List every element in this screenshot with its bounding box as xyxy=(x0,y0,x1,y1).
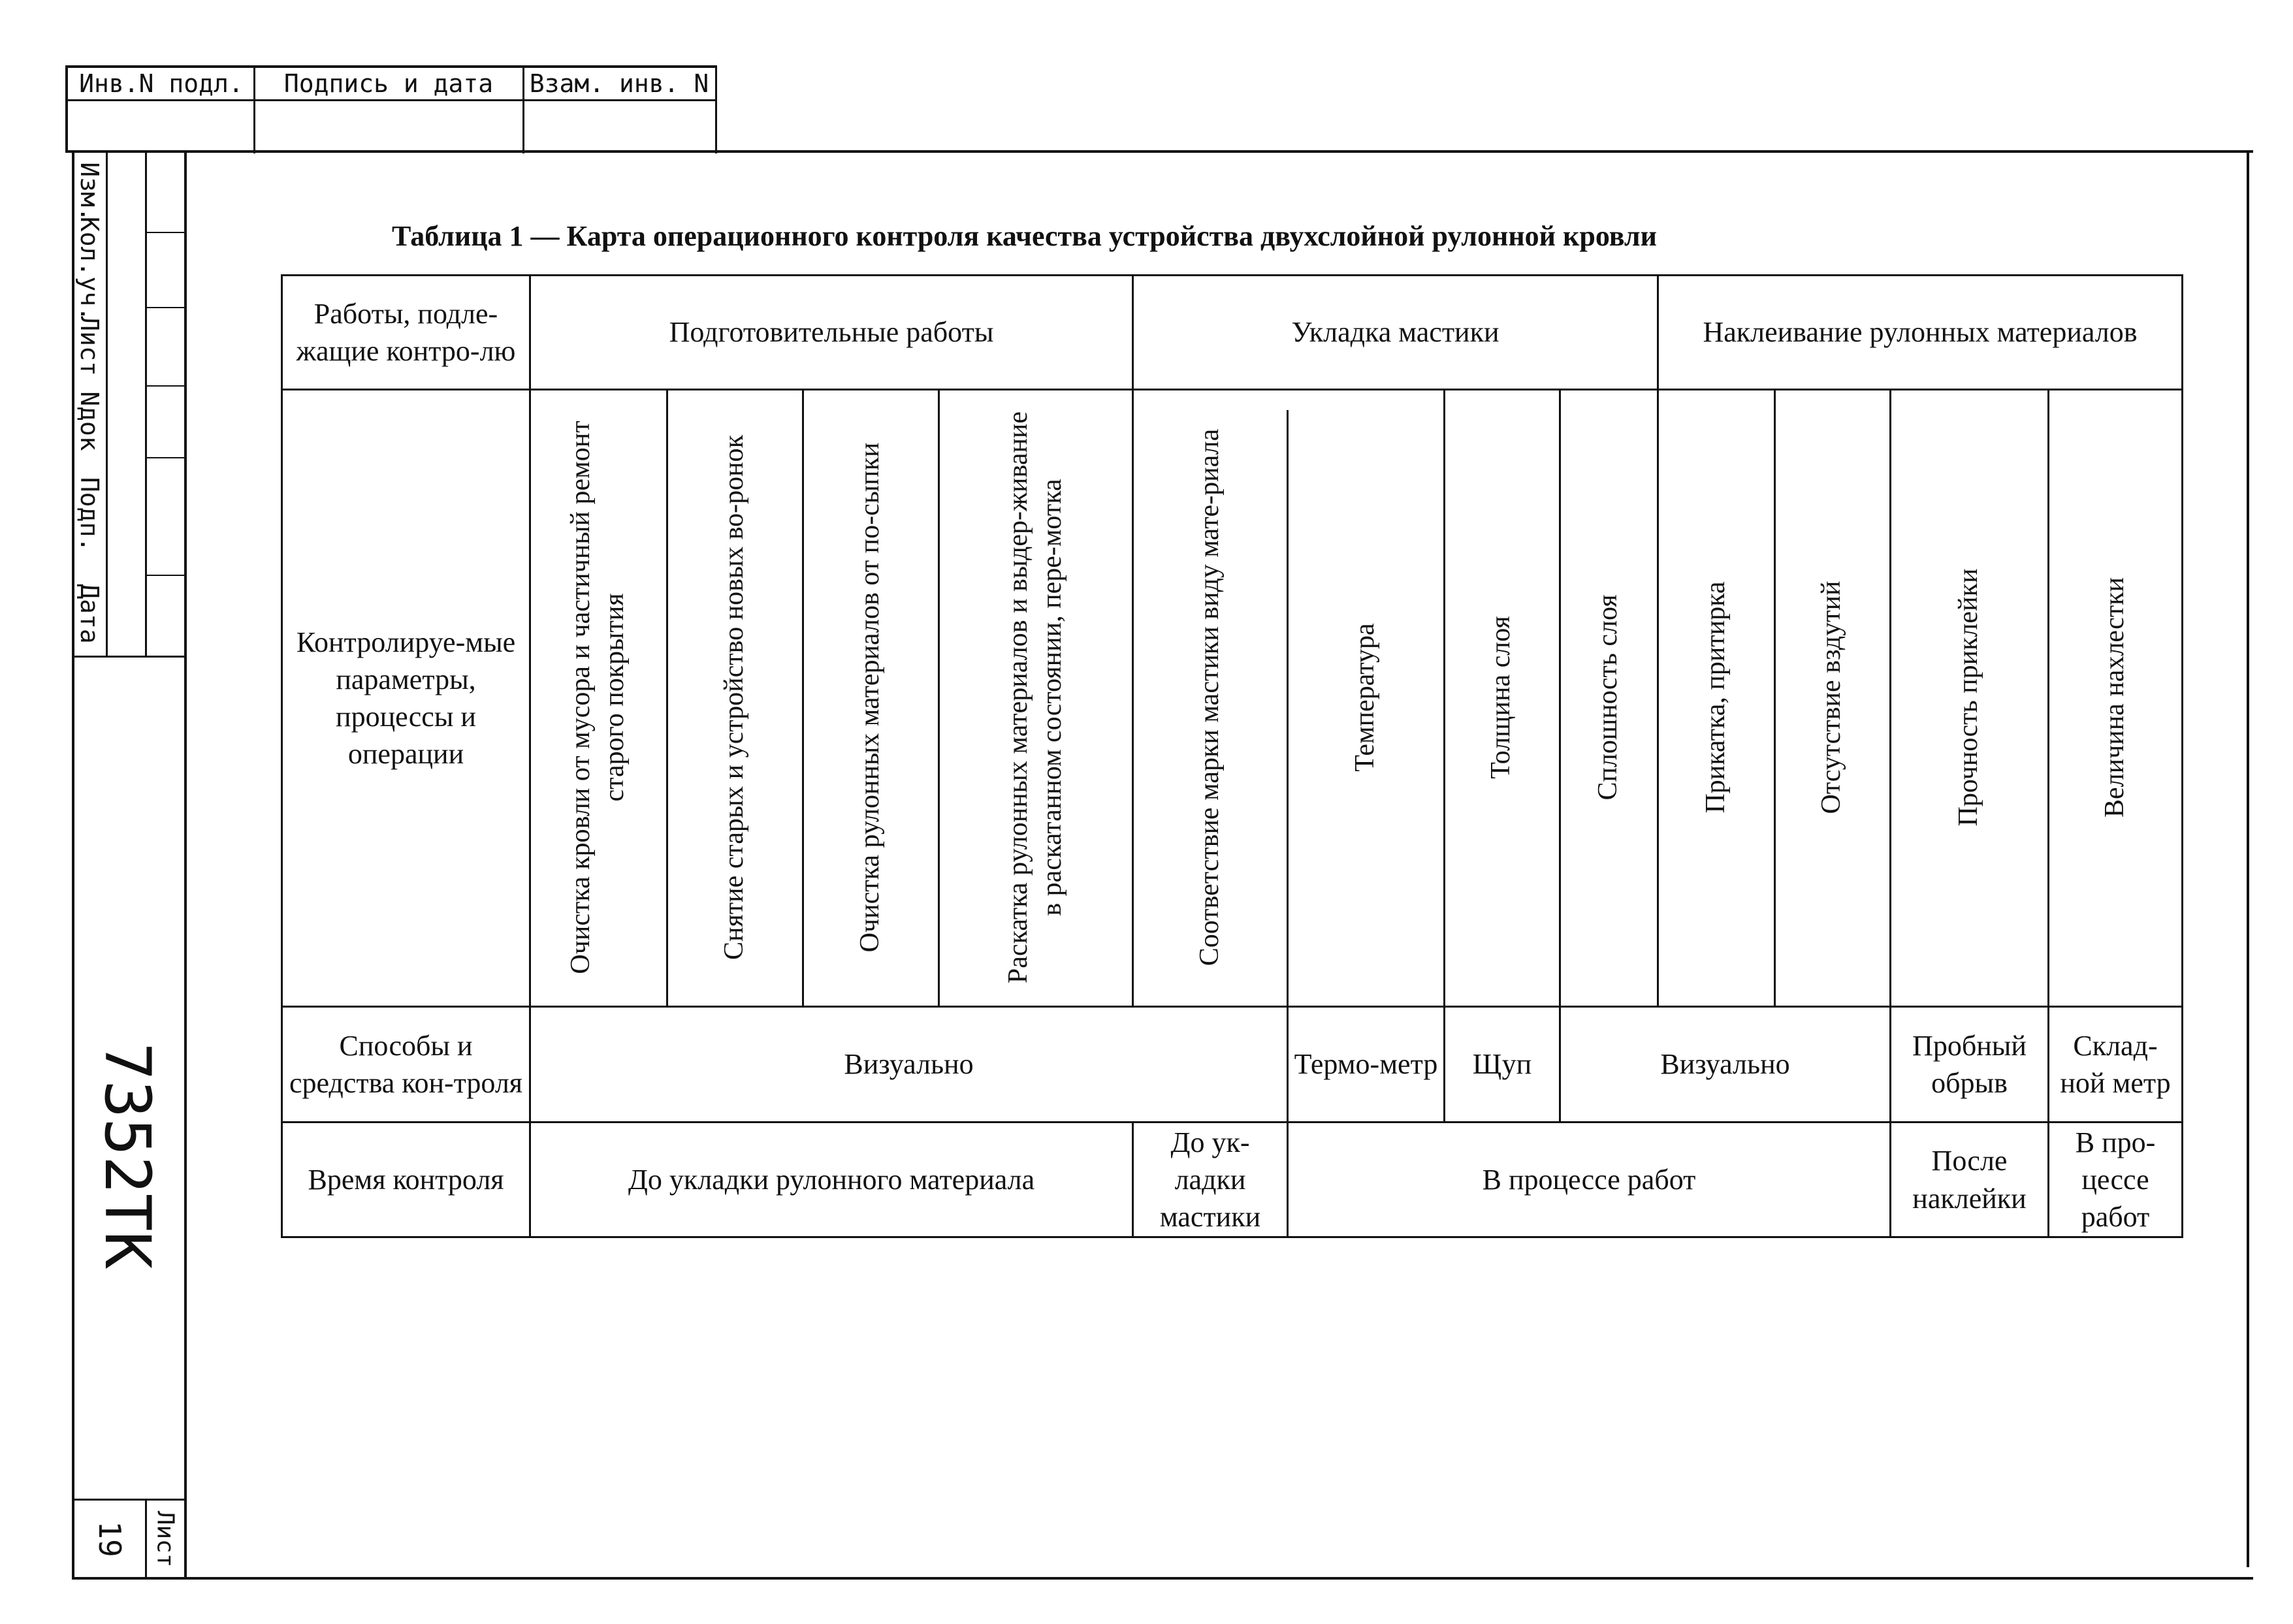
left-stamp-outer xyxy=(184,153,187,1580)
group-preparatory-works: Подготовительные работы xyxy=(669,316,994,349)
table-v-right xyxy=(2181,274,2183,1238)
sheet-box-divider xyxy=(145,1499,147,1580)
row-label-time: Время контроля xyxy=(308,1163,504,1196)
left-stamp-data: Дата xyxy=(75,584,104,644)
left-stamp-tick-1 xyxy=(145,232,184,233)
param-layer-continuity: Сплошность слоя xyxy=(1592,594,1623,801)
stamp-divider-3 xyxy=(715,65,717,153)
left-stamp-tick-2 xyxy=(145,307,184,308)
table-h-bottom xyxy=(281,1236,2183,1238)
stamp-vzam-inv: Взам. инв. N xyxy=(529,69,709,98)
stamp-divider-1 xyxy=(253,65,255,153)
param-roll-cleaning: Очистка рулонных материалов от по-сыпки xyxy=(854,442,885,953)
left-stamp-podp: Подп. xyxy=(75,477,104,552)
method-probe: Щуп xyxy=(1472,1048,1532,1081)
time-after-gluing: После наклейки xyxy=(1912,1145,2027,1215)
sheet-number: 19 xyxy=(92,1521,127,1557)
param-no-bubbles: Отсутствие вздутий xyxy=(1816,581,1846,814)
left-stamp-tick-5 xyxy=(145,575,184,576)
method-thermometer: Термо-метр xyxy=(1294,1048,1438,1081)
frame-top xyxy=(65,150,2253,153)
left-stamp-izm: Изм. xyxy=(75,162,104,222)
left-stamp-tick-3 xyxy=(145,385,184,387)
left-stamp-n-dok: Nдок xyxy=(75,391,104,451)
stamp-podpis-data: Подпись и дата xyxy=(283,69,494,98)
stamp-inv-podl: Инв.N подл. xyxy=(79,69,244,98)
table-v-p2 xyxy=(802,389,804,1007)
document-code: 7352ТК xyxy=(91,1042,164,1269)
param-mastic-grade: Соответствие марки мастики виду мате-риала xyxy=(1194,428,1225,966)
left-stamp-row-end xyxy=(72,656,187,658)
table-v-p1 xyxy=(666,389,668,1007)
param-overlap-size: Величина нахлестки xyxy=(2099,577,2130,818)
row-label-methods: Способы и средства кон-троля xyxy=(289,1029,523,1099)
time-in-process-2: В про-цессе работ xyxy=(2075,1126,2156,1234)
method-visual-1: Визуально xyxy=(844,1048,974,1081)
method-folding-ruler: Склад-ной метр xyxy=(2060,1029,2171,1099)
sheet-box-top xyxy=(72,1499,187,1501)
row-label-parameters: Контролируе-мые параметры, процессы и операции xyxy=(296,626,516,771)
table-title: Таблица 1 — Карта операционного контроля качества устройства двухслойной рулонной кровли xyxy=(392,220,1657,252)
left-stamp-tick-4 xyxy=(145,457,184,458)
param-layer-thickness: Толщина слоя xyxy=(1485,616,1516,779)
param-adhesion-strength: Прочность приклейки xyxy=(1953,568,1983,827)
time-in-process: В процессе работ xyxy=(1482,1163,1696,1196)
time-before-roll: До укладки рулонного материала xyxy=(628,1163,1035,1196)
table-h-1 xyxy=(281,389,2183,390)
row-label-works: Работы, подле-жащие контро-лю xyxy=(296,297,516,367)
left-stamp-list: Лист xyxy=(75,316,104,376)
stamp-header-divider xyxy=(65,99,717,101)
group-roll-gluing: Наклеивание рулонных материалов xyxy=(1703,316,2138,349)
time-before-mastic: До ук-ладки мастики xyxy=(1159,1126,1261,1234)
left-stamp-col-1 xyxy=(106,153,108,656)
table-v-p3 xyxy=(938,389,940,1007)
param-roof-cleaning: Очистка кровли от мусора и частичный ремонт старого покрытия xyxy=(565,421,630,974)
sheet-label: Лист xyxy=(152,1510,179,1568)
left-stamp-kol-uch: Кол.уч. xyxy=(75,216,104,322)
param-temperature: Температура xyxy=(1349,623,1380,772)
left-stamp-col-2 xyxy=(145,153,147,656)
param-rolling-out: Раскатка рулонных материалов и выдер-живание в раскатанном состоянии, пере-мотка xyxy=(1002,411,1067,984)
param-rolling-rubbing: Прикатка, притирка xyxy=(1700,581,1731,814)
method-visual-2: Визуально xyxy=(1660,1048,1790,1081)
frame-left xyxy=(72,150,74,1580)
stamp-left-border xyxy=(65,65,68,150)
frame-right xyxy=(2247,150,2249,1567)
frame-bottom xyxy=(72,1577,2253,1580)
param-funnels: Снятие старых и устройство новых во-ронок xyxy=(718,434,749,961)
method-test-tear: Пробный обрыв xyxy=(1912,1029,2027,1099)
group-mastic-laying: Укладка мастики xyxy=(1291,316,1499,349)
